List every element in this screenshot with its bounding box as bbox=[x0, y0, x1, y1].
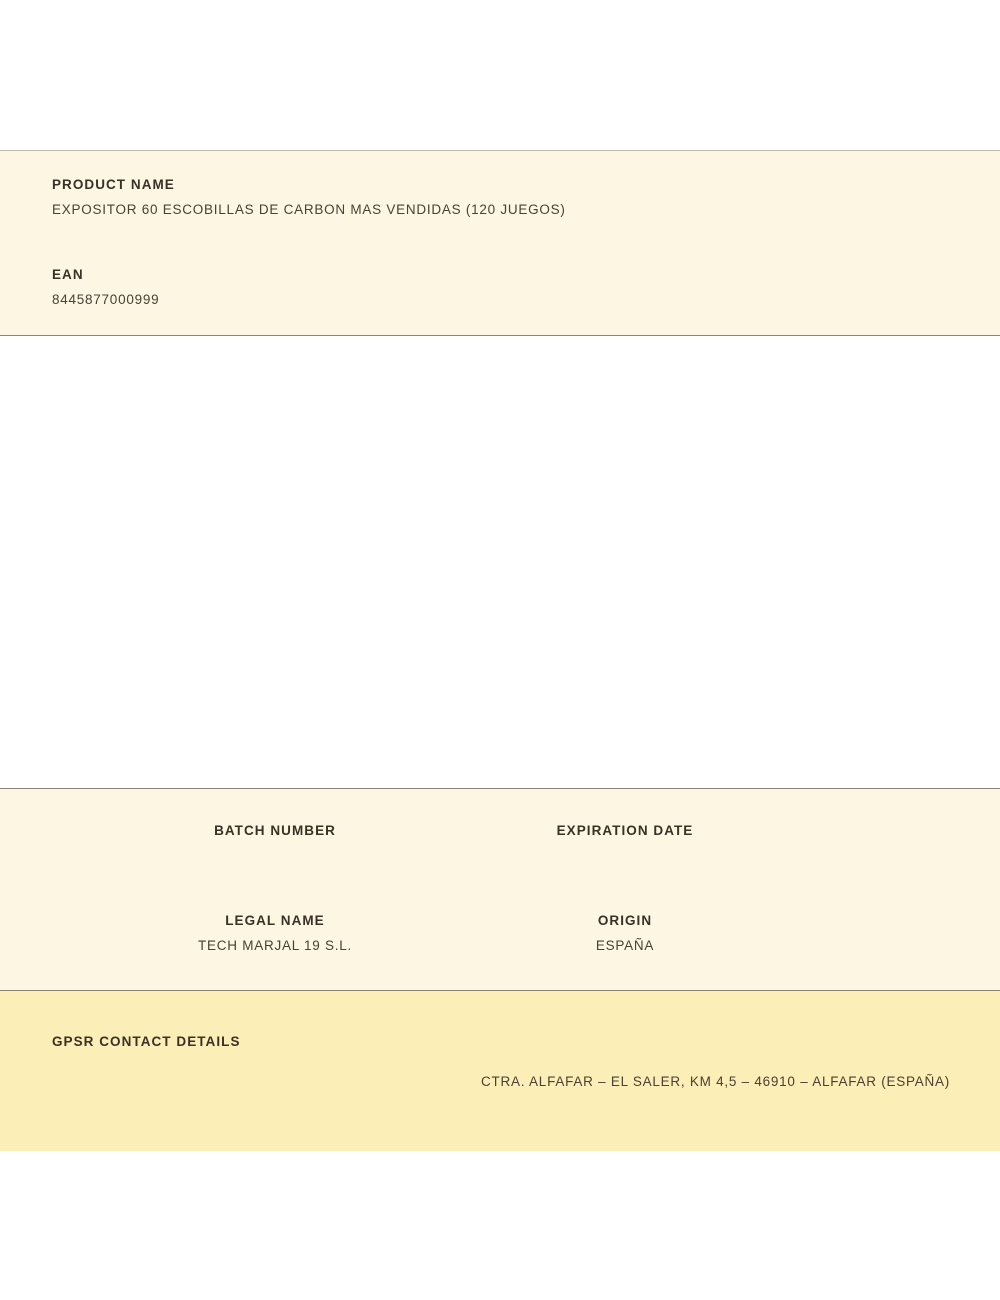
legal-name-label: LEGAL NAME bbox=[225, 913, 325, 928]
legal-name-field bbox=[0, 913, 450, 954]
ean-value: 8445877000999 bbox=[52, 292, 160, 307]
header-band bbox=[0, 150, 1000, 336]
top-margin-area bbox=[0, 0, 1000, 150]
ean-label: EAN bbox=[52, 267, 84, 282]
product-name-label: PRODUCT NAME bbox=[52, 177, 175, 192]
gpsr-band bbox=[0, 991, 1000, 1151]
blank-content-area bbox=[0, 336, 1000, 788]
batch-number-field bbox=[0, 823, 450, 864]
gpsr-contact-address-value: CTRA. ALFAFAR – EL SALER, KM 4,5 – 46910 – ALFAFAR (ESPAÑA) bbox=[481, 1074, 950, 1089]
product-name-field bbox=[52, 177, 566, 217]
expiration-date-value bbox=[450, 848, 800, 864]
expiration-date-field bbox=[450, 823, 1000, 864]
gpsr-contact-details-label: GPSR CONTACT DETAILS bbox=[52, 1034, 241, 1049]
legal-name-value: TECH MARJAL 19 S.L. bbox=[197, 938, 353, 953]
bottom-margin-area bbox=[0, 1151, 1000, 1300]
batch-number-label: BATCH NUMBER bbox=[214, 823, 336, 838]
details-band bbox=[0, 788, 1000, 991]
origin-field bbox=[450, 913, 1000, 954]
product-name-value: EXPOSITOR 60 ESCOBILLAS DE CARBON MAS VENDIDAS (120 JUEGOS) bbox=[52, 202, 566, 217]
batch-number-value bbox=[100, 848, 450, 864]
origin-value: ESPAÑA bbox=[595, 938, 655, 953]
origin-label: ORIGIN bbox=[597, 913, 653, 928]
batch-expiration-row bbox=[0, 823, 1000, 864]
legal-origin-row bbox=[0, 913, 1000, 954]
ean-field bbox=[52, 267, 159, 307]
expiration-date-label: EXPIRATION DATE bbox=[556, 823, 694, 838]
